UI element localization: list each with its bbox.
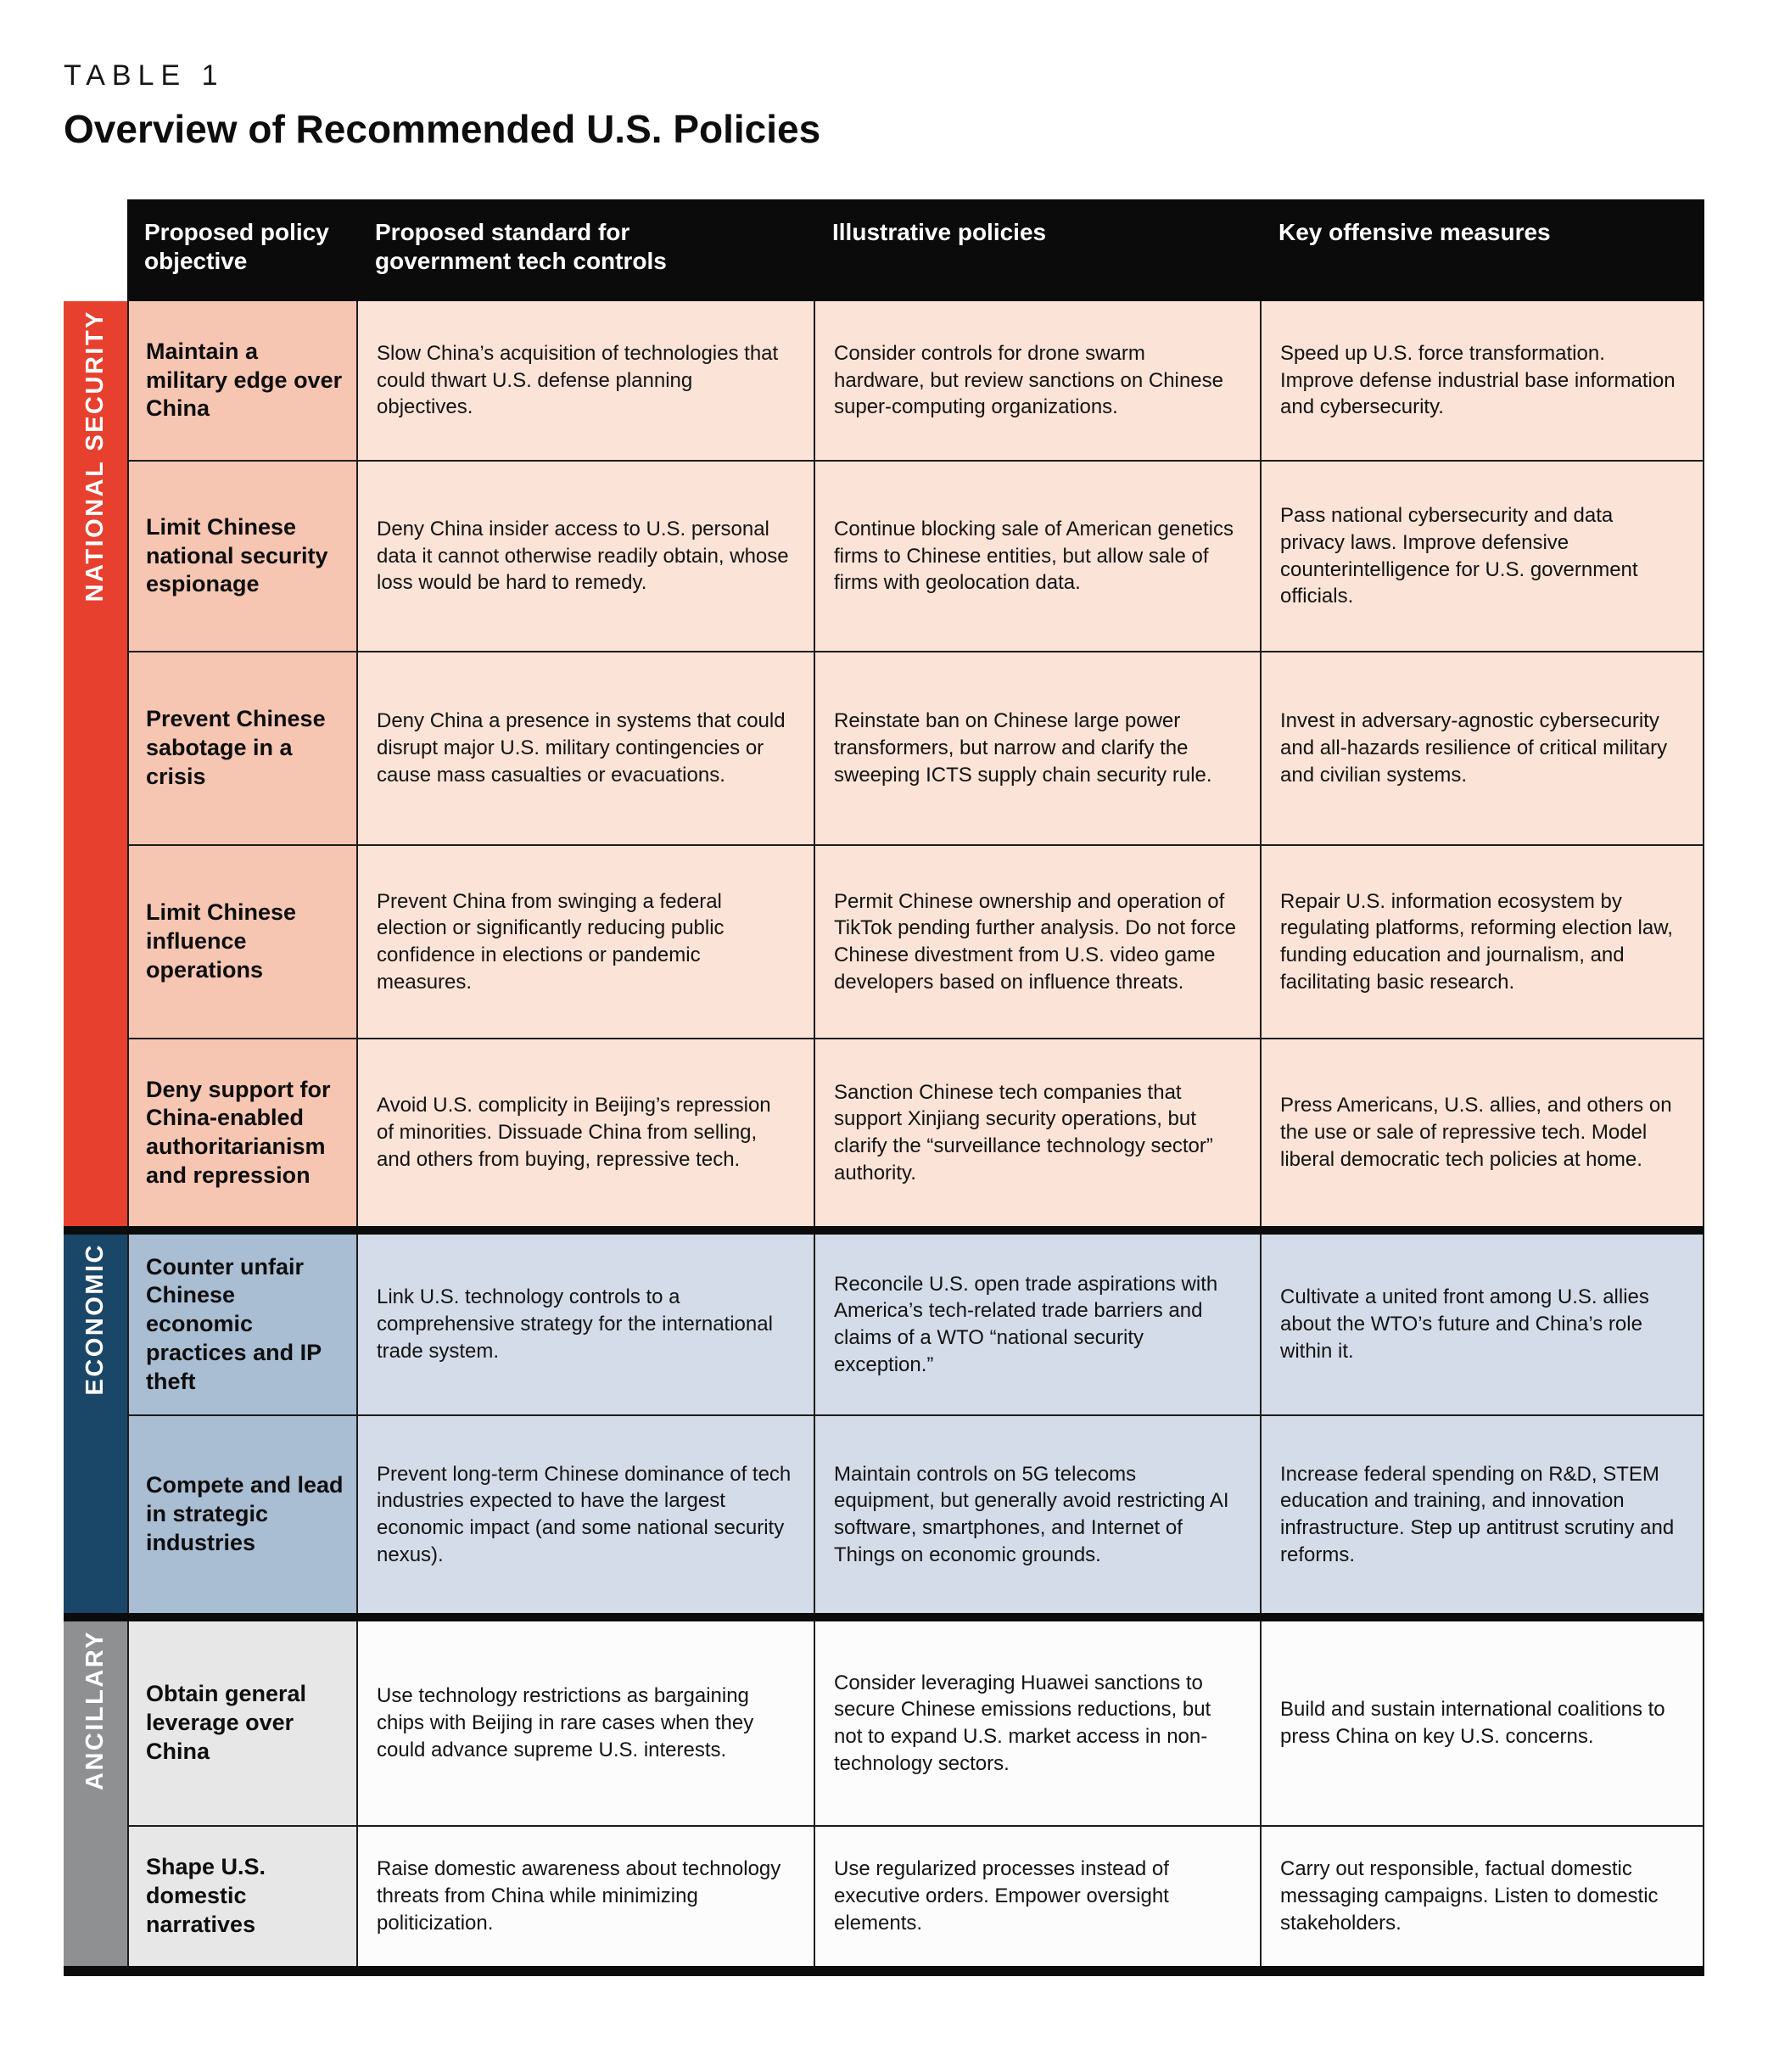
objective-cell [127,1825,356,1966]
offensive-text: Speed up U.S. force transformation. Improve defense industrial base information and cybersecurity. [1280,341,1676,419]
offensive-cell [1260,844,1704,1038]
objective-text: Deny support for China-enabled authoritarianism and repression [146,1076,331,1188]
standard-text: Prevent long-term Chinese dominance of tech industries expected to have the largest economic impact (and some national security nexus). [377,1462,792,1566]
standard-text: Deny China a presence in systems that could disrupt major U.S. military contingencies or cause mass casualties or evacuations. [377,709,786,787]
section-band-ancillary [64,1621,127,1966]
standard-text: Use technology restrictions as bargaining chips with Beijing in rare cases when they could advance supreme U.S. interests. [377,1684,754,1761]
policy-table [64,199,1704,1976]
standard-text: Slow China’s acquisition of technologies that could thwart U.S. defense planning objectives. [377,341,779,419]
standard-text: Avoid U.S. complicity in Beijing’s repression of minorities. Dissuade China from selling, and others from buying, repressive tech. [377,1094,771,1171]
page-title: Overview of Recommended U.S. Policies [64,107,821,151]
column-header-illustrative: Illustrative policies [832,219,1047,245]
standard-cell [356,844,814,1038]
illustrative-text: Use regularized processes instead of executive orders. Empower oversight elements. [834,1857,1169,1935]
standard-text: Link U.S. technology controls to a comprehensive strategy for the international trade system. [377,1285,773,1363]
standard-cell [356,460,814,651]
illustrative-cell [814,844,1260,1038]
illustrative-text: Reconcile U.S. open trade aspirations with America’s tech-related trade barriers and claims of a WTO “national security exception.” [834,1272,1218,1376]
column-header-standard: Proposed standard for government tech controls [375,219,667,275]
objective-cell [127,1414,356,1613]
offensive-cell [1260,301,1704,460]
illustrative-text: Consider leveraging Huawei sanctions to secure Chinese emissions reductions, but not to expand U.S. market access in non-technology sectors. [834,1671,1211,1775]
section-band-economic [64,1235,127,1613]
standard-cell [356,301,814,460]
section-label: ECONOMIC [81,1243,109,1396]
objective-cell [127,844,356,1038]
illustrative-cell [814,651,1260,844]
offensive-cell [1260,460,1704,651]
standard-cell [356,1235,814,1414]
offensive-text: Press Americans, U.S. allies, and others on the use or sale of repressive tech. Model liberal democratic tech policies at home. [1280,1094,1672,1171]
offensive-text: Build and sustain international coalitions to press China on key U.S. concerns. [1280,1698,1665,1748]
table-number-label: TABLE 1 [64,59,225,92]
column-header-objective: Proposed policy objective [144,219,329,275]
offensive-text: Cultivate a united front among U.S. allies about the WTO’s future and China’s role within it. [1280,1285,1649,1363]
illustrative-cell [814,1621,1260,1825]
section-ancillary [64,1613,1704,1966]
standard-text: Prevent China from swinging a federal election or significantly reducing public confidence in elections or pandemic measures. [377,889,725,994]
illustrative-cell [814,301,1260,460]
illustrative-text: Consider controls for drone swarm hardware, but review sanctions on Chinese super-computing organizations. [834,341,1223,419]
illustrative-text: Sanction Chinese tech companies that support Xinjiang security operations, but clarify the “surveillance technology sector” authority. [834,1080,1213,1184]
offensive-cell [1260,1038,1704,1226]
column-header-offensive: Key offensive measures [1278,219,1551,245]
offensive-text: Carry out responsible, factual domestic messaging campaigns. Listen to domestic stakeholders. [1280,1857,1659,1935]
objective-cell [127,1621,356,1825]
illustrative-cell [814,460,1260,651]
offensive-cell [1260,1621,1704,1825]
offensive-text: Increase federal spending on R&D, STEM education and training, and innovation infrastructure. Step up antitrust scrutiny and reforms. [1280,1462,1675,1566]
objective-text: Shape U.S. domestic narratives [146,1854,266,1937]
offensive-text: Invest in adversary-agnostic cybersecurity and all-hazards resilience of critical military and civilian systems. [1280,709,1668,787]
objective-text: Counter unfair Chinese economic practices and IP theft [146,1253,322,1394]
illustrative-cell [814,1235,1260,1414]
objective-text: Limit Chinese influence operations [146,899,297,983]
section-national-security [64,301,1704,1226]
standard-cell [356,1825,814,1966]
objective-cell [127,1038,356,1226]
section-label: ANCILLARY [81,1630,109,1790]
offensive-cell [1260,651,1704,844]
standard-cell [356,1414,814,1613]
offensive-text: Repair U.S. information ecosystem by regulating platforms, reforming election law, funding education and journalism, and facilitating basic research. [1280,889,1673,994]
offensive-text: Pass national cybersecurity and data privacy laws. Improve defensive counterintelligence for U.S. government officials. [1280,504,1638,608]
offensive-cell [1260,1414,1704,1613]
standard-cell [356,1038,814,1226]
objective-cell [127,460,356,651]
standard-cell [356,651,814,844]
illustrative-text: Reinstate ban on Chinese large power transformers, but narrow and clarify the sweeping ICTS supply chain security rule. [834,709,1212,787]
illustrative-cell [814,1414,1260,1613]
illustrative-text: Maintain controls on 5G telecoms equipment, but generally avoid restricting AI software, smartphones, and Internet of Things on economic grounds. [834,1462,1229,1566]
objective-cell [127,1235,356,1414]
objective-cell [127,301,356,460]
objective-text: Obtain general leverage over China [146,1681,307,1764]
section-economic [64,1226,1704,1613]
offensive-cell [1260,1235,1704,1414]
section-label: NATIONAL SECURITY [81,310,109,602]
objective-text: Limit Chinese national security espionage [146,513,328,597]
objective-text: Compete and lead in strategic industries [146,1472,344,1555]
illustrative-text: Continue blocking sale of American genetics firms to Chinese entities, but allow sale of firms with geolocation data. [834,517,1234,595]
standard-text: Deny China insider access to U.S. personal data it cannot otherwise readily obtain, whose loss would be hard to remedy. [377,517,789,595]
table-header-row [127,199,1704,301]
illustrative-text: Permit Chinese ownership and operation of TikTok pending further analysis. Do not force Chinese divestment from U.S. video game developers based on influence threats. [834,889,1237,994]
objective-cell [127,651,356,844]
offensive-cell [1260,1825,1704,1966]
standard-cell [356,1621,814,1825]
section-band-national-security [64,301,127,1226]
objective-text: Prevent Chinese sabotage in a crisis [146,706,326,789]
illustrative-cell [814,1038,1260,1226]
illustrative-cell [814,1825,1260,1966]
objective-text: Maintain a military edge over China [146,338,343,422]
standard-text: Raise domestic awareness about technology threats from China while minimizing politicization. [377,1857,781,1935]
